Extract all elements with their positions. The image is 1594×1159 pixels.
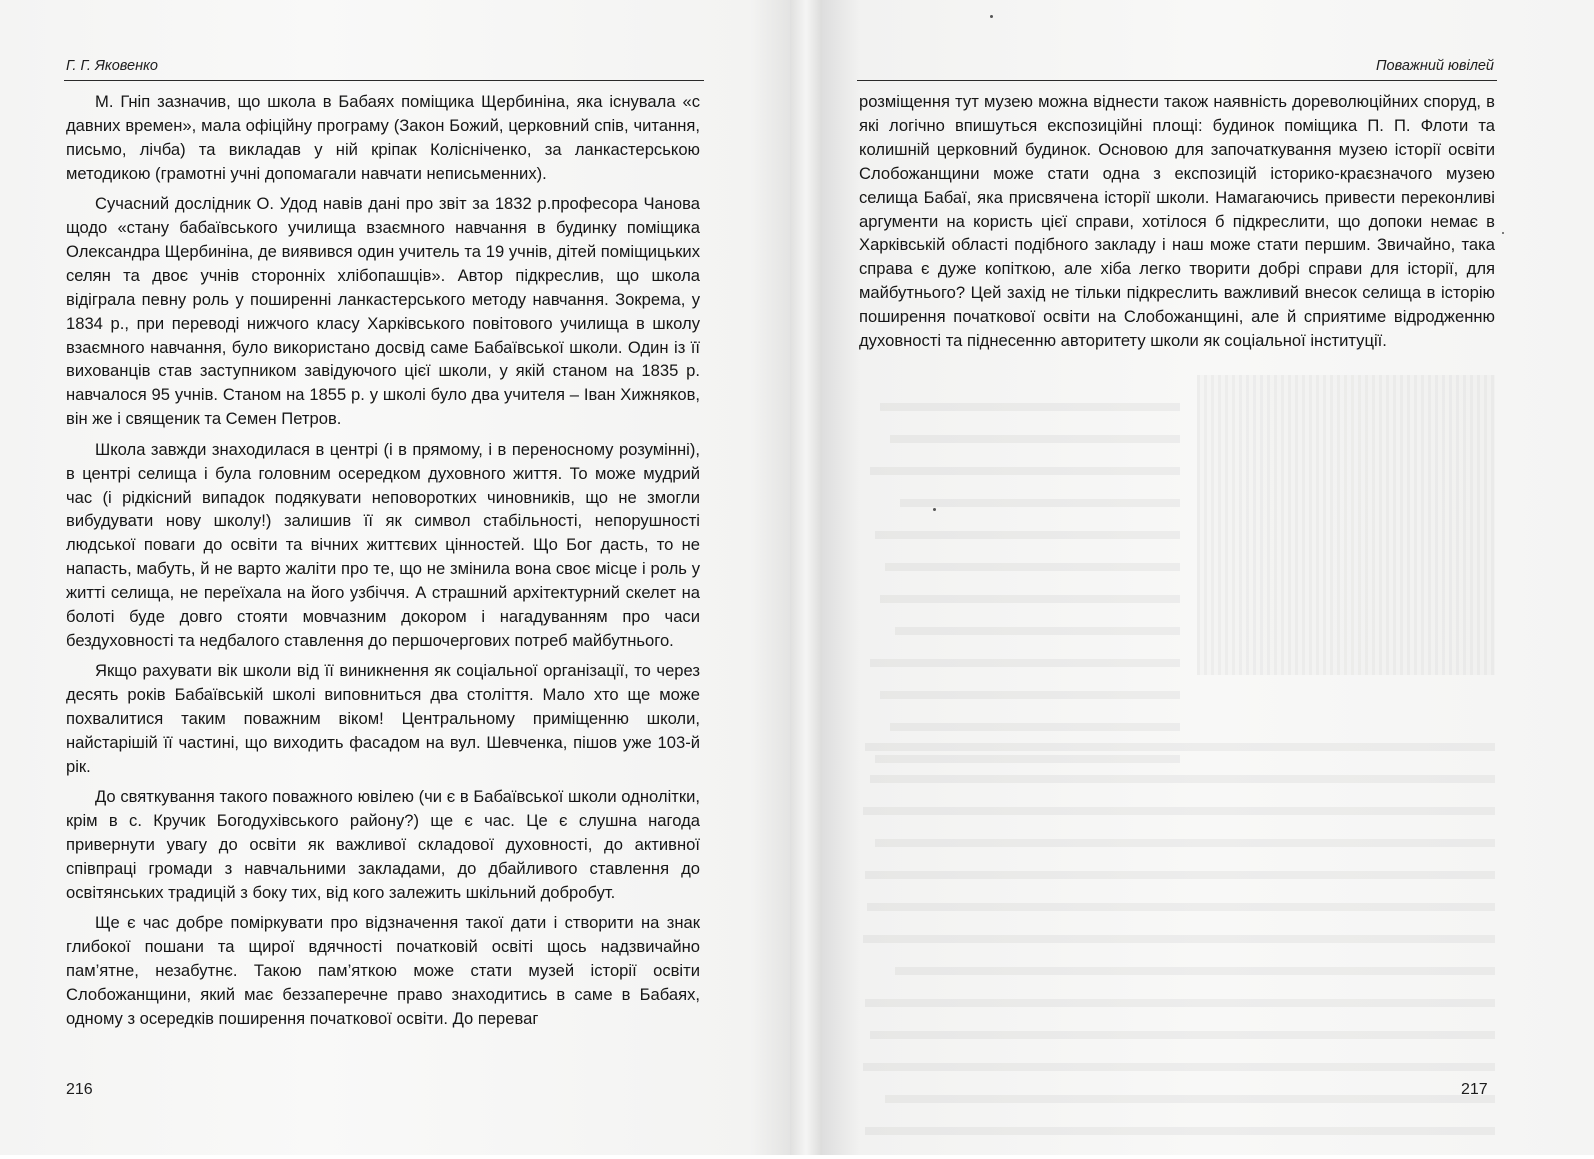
- paragraph: Сучасний дослідник О. Удод навів дані про звіт за 1832 р.професора Чанова щодо «стану бабаївського училища взаємного навчання в будинку поміщика Олександра Щербиніна, де виявився один учитель та 19 учнів, дітей поміщицьких селян та двоє учнів сторонніх хлібопашців». Автор підкреслив, що школа відіграла певну роль у поширенні ланкастерського методу навчання. Зокрема, у 1834 р., при переводі нижчого класу Харківського повітового училища в школу взаємного навчання, було використано досвід саме Бабаївської школи. Один із її вихованців став заступником завідуючого цієї школи, у якій станом на 1835 р. навчалося 95 учнів. Станом на 1855 р. у школі було два учителя – Іван Хижняков, він же і священик та Семен Петров.: [66, 194, 700, 429]
- right-header-rule: [857, 80, 1497, 81]
- left-page-text: [66, 90, 700, 1037]
- paragraph: До святкування такого поважного ювілею (чи є в Бабаївської школи однолітки, крім в с. Кручик Богодухівського району?) ще є час. Це є слушна нагода привернути увагу до освіти як важливої складової духовності, до активної співпраці громади з навчальними закладами, до дбайливого ставлення до освітянських традицій з боку тих, від кого залежить шкільний добробут.: [66, 787, 700, 902]
- left-header-rule: [64, 80, 704, 81]
- right-page-text: [859, 90, 1495, 359]
- show-through-image: [1197, 375, 1495, 675]
- paragraph: Школа завжди знаходилася в центрі (і в прямому, і в переносному розумінні), в центрі селища і була головним осередком духовного життя. То може мудрий час (і рідкісний випадок подякувати неповоротких чиновників, що не змогли вибудувати нову школу!) залишив її як символ стабільності, непорушності людської поваги до освіти та вічних життєвих цінностей. Що Бог дасть, то не напасть, мабуть, й не варто жаліти про те, що не змінила вона своє місце і роль у житті селища, не переїхала на його узбіччя. А страшний архітектурний скелет на болоті буде довго стояти мовчазним докором і нагадуванням про часи бездуховності та недбалого ставлення до першочергових потреб майбутнього.: [66, 439, 700, 650]
- right-page-number: 217: [1461, 1081, 1488, 1098]
- paragraph: розміщення тут музею можна віднести також наявність дореволюційних споруд, в які логічно впишуться експозиційні площі: будинок поміщика П. П. Флоти та колишній церковний будинок. Основою для започаткування музею історії освіти Слобожанщини може стати одна з експозицій історико-краєзначого музею селища Бабаї, яка присвячена історії школи. Намагаючись привести переконливі аргументи на користь цієї справи, хотілося б підкреслити, що допоки немає в Харківській області подібного закладу і наш може стати першим. Звичайно, така справа є дуже копіткою, але хіба легко творити добрі справи для історії, для майбутнього? Цей захід не тільки підкреслить важливий внесок селища в історію поширення початкової освіти на Слобожанщині, але й сприятиме відродженню духовності та піднесенню авторитету школи як соціальної інституції.: [859, 92, 1495, 351]
- book-gutter: [790, 0, 822, 1155]
- scan-speck: [1502, 232, 1504, 234]
- scan-speck: [933, 508, 936, 511]
- left-running-head: Г. Г. Яковенко: [66, 58, 158, 74]
- left-page-number: 216: [66, 1081, 93, 1098]
- right-running-head: Поважний ювілей: [1376, 58, 1494, 74]
- paragraph: Якщо рахувати вік школи від її виникнення як соціальної організації, то через десять років Бабаївській школі виповниться два століття. Мало хто ще може похвалитися таким поважним віком! Центральному приміщенню школи, найстарішій її частині, що виходить фасадом на вул. Шевченка, пішов уже 103-й рік.: [66, 661, 700, 776]
- scan-speck: [990, 15, 993, 18]
- paragraph: М. Гніп зазначив, що школа в Бабаях поміщика Щербиніна, яка існувала «с давних времен», мала офіційну програму (Закон Божий, церковний спів, читання, письмо, лічба) та викладав у ній кріпак Колісніченко, за ланкастерською методикою (грамотні учні допомагали навчати неписьменних).: [66, 92, 700, 183]
- paragraph: Ще є час добре поміркувати про відзначення такої дати і створити на знак глибокої пошани та щирої вдячності початковій освіті щось надзвичайно пам’ятне, незабутнє. Такою пам’яткою може стати музей історії освіти Слобожанщини, який має беззаперечне право знаходитись в саме в Бабаях, одному з осередків поширення початкової освіти. До переваг: [66, 913, 700, 1029]
